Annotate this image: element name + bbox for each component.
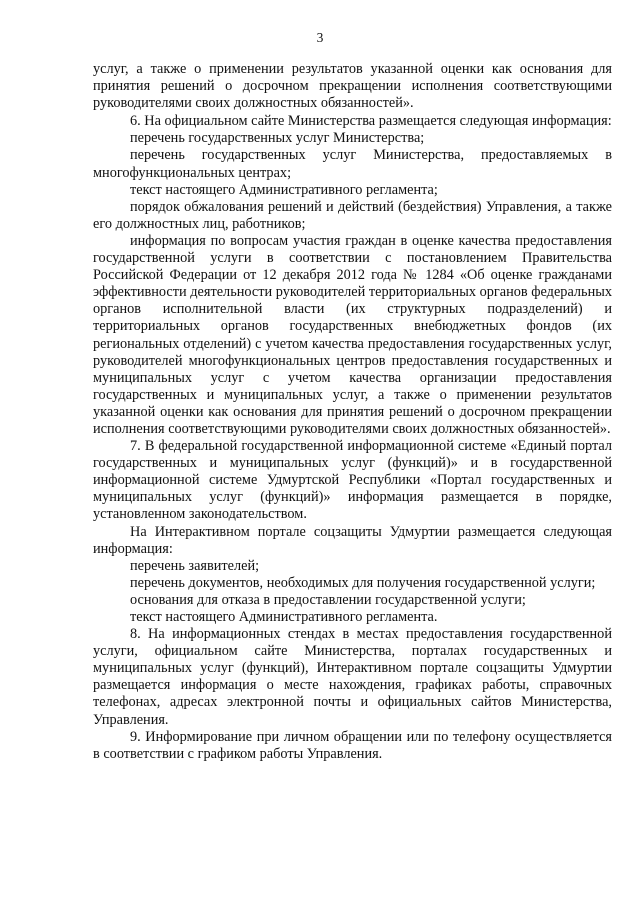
list-item: перечень государственных услуг Министерства; <box>130 130 425 147</box>
list-item: текст настоящего Административного регламента. <box>130 609 438 625</box>
paragraph-item-6: 6. На официальном сайте Министерства размещается следующая информация: <box>130 113 612 130</box>
page-number: 3 <box>316 30 324 45</box>
paragraph-item-9: 9. Информирование при личном обращении или по телефону осуществляется в соответствии с графиком работы Управления. <box>93 728 612 762</box>
list-item: порядок обжалования решений и действий (бездействия) Управления, а также его должностных лиц, работников; <box>93 198 612 232</box>
paragraph-portal: На Интерактивном портале соцзащиты Удмуртии размещается следующая информация: <box>93 523 612 557</box>
list-item: информация по вопросам участия граждан в оценке качества предоставления государственной услуги в соответствии с постановлением Правительства Российской Федерации от 12 декабря 2012 года № 1284 «Об оценке гражданами эффективности деятельности руководителей территориальных органов федеральных органов исполнительной власти (их структурных подразделений) и территориальных органов государственных внебюджетных фондов (их региональных отделений) с учетом качества предоставления государственных услуг, руководителей многофункциональных центров предоставления государственных и муниципальных услуг с учетом качества организации предоставления государственных и муниципальных услуг, а также о применении результатов указанной оценки как основания для принятия решений о досрочном прекращении исполнения соответствующими руководителями своих должностных обязанностей». <box>93 232 612 437</box>
list-item: текст настоящего Административного регламента; <box>130 181 438 198</box>
list-item: перечень государственных услуг Министерства, предоставляемых в многофункциональных центрах; <box>93 147 612 181</box>
paragraph-item-8: 8. На информационных стендах в местах предоставления государственной услуги, официальном сайте Министерства, порталах государственных и муниципальных услуг (функций), Интерактивном портале соцзащиты Удмуртии размещается информация о месте нахождения, графиках работы, справочных телефонах, адресах электронной почты и официальных сайтов Министерства, Управления. <box>93 626 612 728</box>
paragraph-continuation: услуг, а также о применении результатов указанной оценки как основания для принятия решений о досрочном прекращении исполнения соответствующими руководителями своих должностных обязанностей». <box>93 61 612 112</box>
paragraph-item-7: 7. В федеральной государственной информационной системе «Единый портал государственных и муниципальных услуг (функций)» и в государственной информационной системе Удмуртской Республики «Портал государственных и муниципальных услуг (функций)» информация размещается в порядке, установленном законодательством. <box>93 438 612 523</box>
list-item: основания для отказа в предоставлении государственной услуги; <box>130 591 526 608</box>
document-body <box>93 61 612 763</box>
list-item: перечень документов, необходимых для получения государственной услуги; <box>130 574 596 591</box>
list-item: перечень заявителей; <box>130 557 260 574</box>
